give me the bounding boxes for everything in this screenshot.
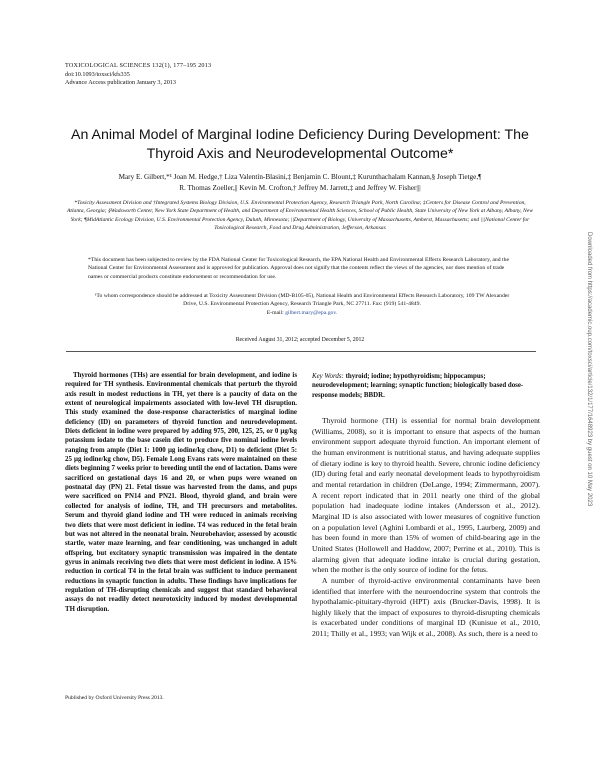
journal-header — [65, 62, 211, 88]
received-dates: Received August 31, 2012; accepted December 5, 2012 — [235, 337, 365, 343]
abstract: Thyroid hormones (THs) are essential for brain development, and iodine is required for TH synthesis. Environmental chemicals that perturb the thyroid axis result in modest reductions in TH, yet there is a paucity of data on the extent of neurological impairments associated with low-level TH disruption. This study examined the dose-response characteristics of marginal iodine deficiency (ID) on parameters of thyroid function and neurodevelopment. Diets deficient in iodine were prepared by adding 975, 200, 125, 25, or 0 µg/kg potassium iodate to the base casein diet to produce five nominal iodine levels ranging from ample (Diet 1: 1000 µg iodine/kg chow, D1) to deficient (Diet 5: 25 µg iodine/kg chow, D5). Female Long Evans rats were maintained on these diets beginning 7 weeks prior to breeding until the end of lactation. Dams were sacrificed on gestational days 16 and 20, or when pups were weaned on postnatal day (PN) 21. Fetal tissue was harvested from the dams, and pups were sacrificed on PN14 and PN21. Blood, thyroid gland, and brain were collected for analysis of iodine, TH, and TH precursors and metabolites. Serum and thyroid gland iodine and TH were reduced in animals receiving two diets that were most deficient in iodine. T4 was reduced in the fetal brain but was not altered in the neonatal brain. Neurobehavior, assessed by acoustic startle, water maze learning, and fear conditioning, was unchanged in adult offspring, but excitatory synaptic transmission was impaired in the dentate gyrus in animals receiving two diets that were most deficient in iodine. A 15% reduction in cortical T4 in the fetal brain was sufficient to induce permanent reductions in synaptic function in adults. These findings have implications for regulation of TH-disrupting chemicals and suggest that standard behavioral assays do not readily detect neurotoxicity induced by modest developmental TH disruption. — [65, 372, 297, 613]
keywords-list: thyroid; iodine; hypothyroidism; hippocampus; neurodevelopment; learning; synaptic function; biologically based dose-response models; BBDR. — [312, 373, 524, 399]
download-watermark: Downloaded from https://academic.oup.com/toxsci/article/132/1/177/1648923 by guest on 10 May 2023 — [586, 232, 592, 507]
journal-name: TOXICOLOGICAL SCIENCES — [65, 62, 151, 69]
correspondence-note — [88, 292, 516, 317]
intro-paragraph-2: A number of thyroid-active environmental contaminants have been identified that interfere with the neuroendocrine system that controls the hypothalamic-pituitary-thyroid (HPT) axis (Brucker-Davis, 1998). It is highly likely that the impact of exposures to thyroid-disrupting chemicals is exacerbated under conditions of marginal ID (Kunisue et al., 2010, 2011; Thilly et al., 1993; van Wijk et al., 2008). As such, there is a need to — [312, 575, 540, 639]
email-link[interactable]: gilbert.mary@epa.gov. — [285, 309, 338, 316]
affiliations: *Toxicity Assessment Division and †Integrated Systems Biology Division, U.S. Environmental Protection Agency, Research Triangle Park, North Carolina; ‡Centers for Disease Control and Prevention, Atlanta, Georgia; §Wadsworth Center, New York State Department of Health, and Department of Environmental Health Sciences, School of Public Health, State University of New York at Albany, Albany, New York; ¶MidAtlantic Ecology Division, U.S. Environmental Protection Agency, Duluth, Minnesota; ||Department of Biology, University of Massachusetts, Amherst, Massachusetts; and |||National Center for Toxicological Research, Food and Drug Administration, Jefferson, Arkansas — [67, 200, 533, 231]
journal-doi[interactable]: doi:10.1093/toxsci/kfs335 — [65, 70, 130, 78]
advance-access: Advance Access publication January 3, 2013 — [65, 79, 176, 87]
keywords — [312, 372, 540, 400]
author-list — [62, 172, 538, 194]
journal-citation: 132(1), 177–195 2013 — [152, 62, 212, 69]
introduction-text — [312, 416, 540, 640]
keywords-label: Key Words: — [312, 373, 344, 380]
authors-line-2: R. Thomas Zoeller,|| Kevin M. Crofton,† Jeffrey M. Jarrett,‡ and Jeffrey W. Fisher||| — [179, 184, 421, 192]
email-label: E-mail: — [266, 309, 284, 316]
authors-line-1: Mary E. Gilbert,*¹ Joan M. Hedge,† Liza Valentín-Blasini,‡ Benjamin C. Blount,‡ Kurunthachalam Kannan,§ Joseph Tietge,¶ — [118, 173, 482, 181]
disclaimer-note: *This document has been subjected to review by the FDA National Center for Toxicological Research, the EPA National Health and Environmental Effects Research Laboratory, and the National Center for Environmental Assessment and is approved for publication. Approval does not signify that the contents reflect the views of the agencies, nor does mention of trade names or commercial products constitute endorsement or recommendation for use. — [88, 257, 509, 280]
header-divider — [66, 351, 536, 352]
correspondence-text: ¹To whom correspondence should be addressed at Toxicity Assessment Division (MD-B105-05), National Health and Environmental Effects Research Laboratory, 109 TW Alexander Drive, U.S. Environmental Protection Agency, Research Triangle Park, NC 27711. Fax: (919) 541-4849. — [94, 293, 510, 308]
article-title: An Animal Model of Marginal Iodine Deficiency During Development: The Thyroid Axis and Neurodevelopmental Outcome* — [71, 127, 529, 162]
publisher-footer: Published by Oxford University Press 2013. — [65, 695, 164, 701]
intro-paragraph-1: Thyroid hormone (TH) is essential for normal brain development (Williams, 2008), so it is important to ensure that aspects of the human environment support adequate thyroid function. An important element of the human environment is nutritional status, and having adequate supplies of dietary iodine is key to thyroid health. Severe, chronic iodine deficiency (ID) during fetal and early neonatal development leads to hypothyroidism and mental retardation in children (DeLange, 1994; Zimmermann, 2007). A recent report indicated that in 2011 nearly one third of the global population had inadequate iodine intakes (Andersson et al., 2012). Marginal ID is also associated with lower measures of cognitive function on a population level (Aghini Lombardi et al., 1995, Laurberg, 2009) and has been found in more than 15% of women of child-bearing age in the United States (Hollowell and Haddow, 2007; Perrine et al., 2010). This is alarming given that adequate iodine intake is crucial during gestation, when the mother is the only source of iodine for the fetus. — [312, 416, 540, 575]
